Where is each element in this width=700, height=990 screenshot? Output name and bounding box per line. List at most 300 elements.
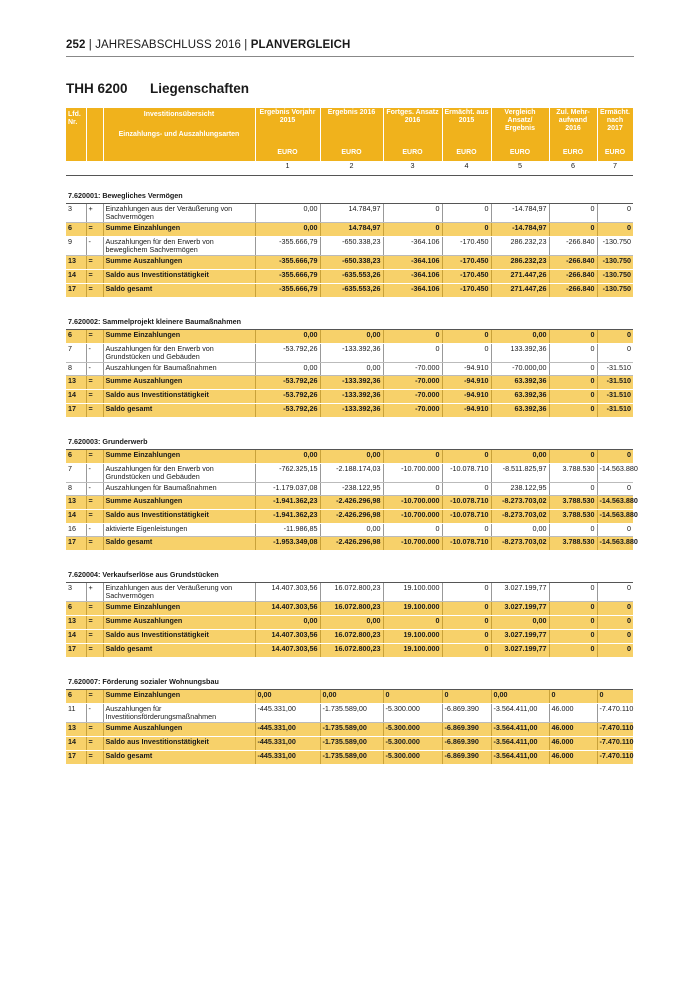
row-label: aktivierte Eigenleistungen	[103, 524, 255, 537]
value-cell-7: -14.563.880	[597, 537, 633, 551]
header-col-5: Vergleich Ansatz/ Ergebnis	[491, 108, 549, 148]
row-label: Auszahlungen für Baumaßnahmen	[103, 483, 255, 496]
row-label: Summe Einzahlungen	[103, 450, 255, 464]
row-number: 13	[66, 256, 86, 270]
value-cell-5: 3.027.199,77	[491, 644, 549, 658]
value-cell-3: -5.300.000	[383, 751, 442, 765]
value-cell-5: 286.232,23	[491, 237, 549, 256]
value-cell-5: 63.392,36	[491, 404, 549, 418]
value-cell-4: 0	[442, 223, 491, 237]
value-cell-1: -53.792,26	[255, 390, 320, 404]
value-cell-5: -3.564.411,00	[491, 737, 549, 751]
investment-table	[66, 108, 638, 765]
value-cell-7: 0	[597, 330, 633, 344]
value-cell-1: -445.331,00	[255, 723, 320, 737]
value-cell-2: -650.338,23	[320, 237, 383, 256]
row-sign: =	[86, 616, 103, 630]
value-cell-4: 0	[442, 524, 491, 537]
value-cell-6: 0	[549, 483, 597, 496]
value-cell-1: -1.941.362,23	[255, 496, 320, 510]
value-cell-1: -1.941.362,23	[255, 510, 320, 524]
row-sign: -	[86, 363, 103, 376]
value-cell-5: -8.273.703,02	[491, 510, 549, 524]
value-cell-4: -170.450	[442, 237, 491, 256]
value-cell-7: -130.750	[597, 284, 633, 298]
row-sign: =	[86, 630, 103, 644]
unit-5: EURO	[491, 148, 549, 161]
row-sign: =	[86, 284, 103, 298]
colnum-7: 7	[597, 161, 633, 176]
value-cell-2: -2.426.296,98	[320, 510, 383, 524]
row-label: Saldo gesamt	[103, 751, 255, 765]
row-number: 8	[66, 363, 86, 376]
value-cell-4: 0	[442, 204, 491, 223]
value-cell-1: -1.953.349,08	[255, 537, 320, 551]
row-label: Auszahlungen für den Erwerb von Grundstücken und Gebäuden	[103, 464, 255, 483]
value-cell-1: -762.325,15	[255, 464, 320, 483]
row-label: Saldo gesamt	[103, 644, 255, 658]
value-cell-5: 3.027.199,77	[491, 602, 549, 616]
value-cell-6: -266.840	[549, 284, 597, 298]
value-cell-7: 0	[597, 583, 633, 602]
row-number: 6	[66, 690, 86, 704]
value-cell-6: -266.840	[549, 237, 597, 256]
row-sign: -	[86, 524, 103, 537]
value-cell-5: 3.027.199,77	[491, 630, 549, 644]
colnum-4: 4	[442, 161, 491, 176]
value-cell-1: 0,00	[255, 204, 320, 223]
value-cell-5: 0,00	[491, 450, 549, 464]
value-cell-6: 0	[549, 524, 597, 537]
value-cell-1: 14.407.303,56	[255, 644, 320, 658]
table-row	[66, 363, 633, 376]
row-label: Summe Auszahlungen	[103, 256, 255, 270]
header-col-3: Fortges. Ansatz 2016	[383, 108, 442, 148]
value-cell-4: -94.910	[442, 404, 491, 418]
value-cell-2: 0,00	[320, 363, 383, 376]
value-cell-4: -94.910	[442, 390, 491, 404]
colnum-6: 6	[549, 161, 597, 176]
sum-row	[66, 537, 633, 551]
header-col-4: Ermächt. aus 2015	[442, 108, 491, 148]
value-cell-3: -70.000	[383, 404, 442, 418]
value-cell-6: 3.788.530	[549, 496, 597, 510]
value-cell-6: -266.840	[549, 270, 597, 284]
table-row	[66, 704, 633, 723]
value-cell-5: 271.447,26	[491, 270, 549, 284]
value-cell-3: 19.100.000	[383, 602, 442, 616]
sum-row	[66, 330, 633, 344]
row-number: 14	[66, 270, 86, 284]
value-cell-3: -10.700.000	[383, 464, 442, 483]
value-cell-2: -1.735.589,00	[320, 723, 383, 737]
value-cell-1: -1.179.037,08	[255, 483, 320, 496]
value-cell-1: 0,00	[255, 616, 320, 630]
row-label: Summe Einzahlungen	[103, 602, 255, 616]
value-cell-7: -31.510	[597, 404, 633, 418]
value-cell-4: 0	[442, 344, 491, 363]
value-cell-7: 0	[597, 450, 633, 464]
value-cell-2: 14.784,97	[320, 204, 383, 223]
value-cell-4: 0	[442, 483, 491, 496]
value-cell-7: 0	[597, 616, 633, 630]
sum-row	[66, 510, 633, 524]
row-sign: =	[86, 390, 103, 404]
value-cell-2: -2.426.296,98	[320, 496, 383, 510]
row-sign: =	[86, 496, 103, 510]
value-cell-1: 14.407.303,56	[255, 630, 320, 644]
unit-7: EURO	[597, 148, 633, 161]
title-code: THH 6200	[66, 81, 128, 96]
value-cell-2: -133.392,36	[320, 344, 383, 363]
section-title: 7.620007: Förderung sozialer Wohnungsbau	[66, 674, 633, 690]
value-cell-6: 0	[549, 330, 597, 344]
value-cell-5: 0,00	[491, 616, 549, 630]
value-cell-4: -170.450	[442, 284, 491, 298]
row-number: 17	[66, 751, 86, 765]
running-head-doc: JAHRESABSCHLUSS 2016	[95, 39, 241, 51]
value-cell-1: 0,00	[255, 690, 320, 704]
colnum-3: 3	[383, 161, 442, 176]
value-cell-3: 0	[383, 690, 442, 704]
row-label: Einzahlungen aus der Veräußerung von Sachvermögen	[103, 583, 255, 602]
row-label: Saldo aus Investitionstätigkeit	[103, 510, 255, 524]
row-label: Saldo gesamt	[103, 404, 255, 418]
value-cell-7: 0	[597, 204, 633, 223]
value-cell-1: 14.407.303,56	[255, 583, 320, 602]
table-row	[66, 483, 633, 496]
header-lfd: Lfd. Nr.	[66, 108, 86, 148]
value-cell-6: 46.000	[549, 723, 597, 737]
value-cell-7: -14.563.880	[597, 510, 633, 524]
row-number: 9	[66, 237, 86, 256]
header-overview: Investitionsübersicht	[143, 111, 215, 118]
row-label: Auszahlungen für den Erwerb von Grundstücken und Gebäuden	[103, 344, 255, 363]
header-row	[66, 108, 633, 148]
row-number: 13	[66, 616, 86, 630]
colnum-2: 2	[320, 161, 383, 176]
value-cell-7: -31.510	[597, 390, 633, 404]
value-cell-6: 0	[549, 644, 597, 658]
value-cell-1: -355.666,79	[255, 237, 320, 256]
value-cell-5: 63.392,36	[491, 390, 549, 404]
value-cell-3: 0	[383, 616, 442, 630]
sum-row	[66, 404, 633, 418]
value-cell-2: -1.735.589,00	[320, 704, 383, 723]
value-cell-6: 0	[549, 344, 597, 363]
sum-row	[66, 376, 633, 390]
row-number: 7	[66, 464, 86, 483]
value-cell-3: 0	[383, 450, 442, 464]
running-head-section: PLANVERGLEICH	[250, 39, 351, 51]
row-sign: =	[86, 510, 103, 524]
row-label: Summe Einzahlungen	[103, 330, 255, 344]
section-title-row	[66, 188, 633, 204]
row-number: 17	[66, 284, 86, 298]
value-cell-5: 63.392,36	[491, 376, 549, 390]
gap-cell	[66, 298, 633, 315]
value-cell-4: 0	[442, 602, 491, 616]
row-number: 6	[66, 330, 86, 344]
unit-blank-2	[86, 148, 103, 161]
value-cell-4: -10.078.710	[442, 496, 491, 510]
value-cell-2: -635.553,26	[320, 284, 383, 298]
value-cell-6: 3.788.530	[549, 537, 597, 551]
value-cell-1: -445.331,00	[255, 737, 320, 751]
value-cell-5: 0,00	[491, 330, 549, 344]
row-number: 14	[66, 390, 86, 404]
row-sign: =	[86, 602, 103, 616]
row-sign: =	[86, 404, 103, 418]
title-name: Liegenschaften	[150, 81, 250, 96]
value-cell-6: 0	[549, 404, 597, 418]
sum-row	[66, 284, 633, 298]
value-cell-3: -70.000	[383, 376, 442, 390]
row-number: 17	[66, 644, 86, 658]
value-cell-5: 133.392,36	[491, 344, 549, 363]
value-cell-7: -130.750	[597, 237, 633, 256]
value-cell-2: -2.426.296,98	[320, 537, 383, 551]
value-cell-2: -133.392,36	[320, 376, 383, 390]
value-cell-2: -1.735.589,00	[320, 737, 383, 751]
value-cell-4: -94.910	[442, 363, 491, 376]
section-gap	[66, 418, 633, 435]
sum-row	[66, 630, 633, 644]
running-head-sep2: |	[241, 39, 251, 51]
row-sign: =	[86, 376, 103, 390]
value-cell-3: 0	[383, 204, 442, 223]
table-row	[66, 464, 633, 483]
sum-row	[66, 450, 633, 464]
row-number: 17	[66, 537, 86, 551]
value-cell-7: 0	[597, 630, 633, 644]
value-cell-3: 0	[383, 344, 442, 363]
value-cell-3: 0	[383, 223, 442, 237]
gap-cell	[66, 418, 633, 435]
section-title-row	[66, 434, 633, 450]
header-kinds: Einzahlungs- und Auszahlungsarten	[118, 131, 240, 138]
value-cell-3: -364.106	[383, 284, 442, 298]
value-cell-4: -10.078.710	[442, 464, 491, 483]
table-row	[66, 237, 633, 256]
value-cell-7: 0	[597, 602, 633, 616]
row-number: 13	[66, 723, 86, 737]
section-gap	[66, 658, 633, 675]
value-cell-6: 0	[549, 390, 597, 404]
row-label: Auszahlungen für Baumaßnahmen	[103, 363, 255, 376]
row-label: Saldo aus Investitionstätigkeit	[103, 390, 255, 404]
section-title: 7.620002: Sammelprojekt kleinere Baumaßnahmen	[66, 314, 633, 330]
row-number: 8	[66, 483, 86, 496]
value-cell-2: -635.553,26	[320, 270, 383, 284]
value-cell-7: 0	[597, 690, 633, 704]
sum-row	[66, 602, 633, 616]
value-cell-1: 0,00	[255, 223, 320, 237]
row-number: 3	[66, 583, 86, 602]
row-label: Summe Auszahlungen	[103, 496, 255, 510]
value-cell-5: 0,00	[491, 524, 549, 537]
sum-row	[66, 496, 633, 510]
row-sign: -	[86, 704, 103, 723]
value-cell-6: -266.840	[549, 256, 597, 270]
row-number: 11	[66, 704, 86, 723]
sum-row	[66, 737, 633, 751]
row-sign: =	[86, 737, 103, 751]
table-row	[66, 583, 633, 602]
value-cell-2: 0,00	[320, 524, 383, 537]
value-cell-7: -7.470.110	[597, 737, 633, 751]
column-number-row	[66, 161, 633, 176]
colnum-blank-3	[103, 161, 255, 176]
row-label: Saldo aus Investitionstätigkeit	[103, 270, 255, 284]
gap-cell	[66, 176, 633, 189]
value-cell-1: -11.986,85	[255, 524, 320, 537]
value-cell-5: -8.273.703,02	[491, 496, 549, 510]
row-label: Auszahlungen für Investitionsförderungsmaßnahmen	[103, 704, 255, 723]
value-cell-4: 0	[442, 644, 491, 658]
sum-row	[66, 390, 633, 404]
value-cell-4: 0	[442, 690, 491, 704]
value-cell-7: -7.470.110	[597, 723, 633, 737]
value-cell-2: -238.122,95	[320, 483, 383, 496]
value-cell-6: 3.788.530	[549, 464, 597, 483]
value-cell-6: 0	[549, 602, 597, 616]
value-cell-2: -1.735.589,00	[320, 751, 383, 765]
value-cell-6: 46.000	[549, 751, 597, 765]
value-cell-3: -364.106	[383, 270, 442, 284]
sum-row	[66, 270, 633, 284]
row-sign: -	[86, 483, 103, 496]
row-sign: =	[86, 723, 103, 737]
value-cell-6: 0	[549, 583, 597, 602]
value-cell-1: -53.792,26	[255, 404, 320, 418]
value-cell-5: -3.564.411,00	[491, 751, 549, 765]
header-col-2: Ergebnis 2016	[320, 108, 383, 148]
section-title: 7.620001: Bewegliches Vermögen	[66, 188, 633, 204]
value-cell-3: 0	[383, 330, 442, 344]
row-number: 14	[66, 630, 86, 644]
value-cell-7: -31.510	[597, 376, 633, 390]
row-number: 6	[66, 450, 86, 464]
header-overview-cell	[103, 108, 255, 148]
table-row	[66, 204, 633, 223]
table-body	[66, 108, 638, 765]
section-gap	[66, 176, 633, 189]
value-cell-1: -53.792,26	[255, 344, 320, 363]
value-cell-7: 0	[597, 223, 633, 237]
section-title-row	[66, 567, 633, 583]
unit-3: EURO	[383, 148, 442, 161]
value-cell-5: -3.564.411,00	[491, 723, 549, 737]
row-label: Summe Auszahlungen	[103, 376, 255, 390]
value-cell-2: 16.072.800,23	[320, 644, 383, 658]
sum-row	[66, 723, 633, 737]
page-number: 252	[66, 39, 86, 51]
value-cell-5: -3.564.411,00	[491, 704, 549, 723]
row-label: Auszahlungen für den Erwerb von beweglichem Sachvermögen	[103, 237, 255, 256]
value-cell-6: 0	[549, 376, 597, 390]
value-cell-5: -14.784,97	[491, 204, 549, 223]
page-title	[66, 81, 250, 96]
value-cell-1: -355.666,79	[255, 284, 320, 298]
row-label: Saldo aus Investitionstätigkeit	[103, 630, 255, 644]
header-col-6: Zul. Mehr- aufwand 2016	[549, 108, 597, 148]
value-cell-4: -10.078.710	[442, 537, 491, 551]
value-cell-2: 14.784,97	[320, 223, 383, 237]
row-number: 13	[66, 496, 86, 510]
sum-row	[66, 751, 633, 765]
value-cell-3: -5.300.000	[383, 723, 442, 737]
value-cell-6: 0	[549, 204, 597, 223]
value-cell-2: -133.392,36	[320, 404, 383, 418]
value-cell-1: 0,00	[255, 363, 320, 376]
running-head	[66, 39, 350, 51]
row-label: Saldo aus Investitionstätigkeit	[103, 737, 255, 751]
unit-blank-1	[66, 148, 86, 161]
row-sign: =	[86, 330, 103, 344]
value-cell-3: -10.700.000	[383, 510, 442, 524]
value-cell-2: 16.072.800,23	[320, 630, 383, 644]
value-cell-3: -70.000	[383, 363, 442, 376]
value-cell-5: -8.273.703,02	[491, 537, 549, 551]
value-cell-2: 16.072.800,23	[320, 583, 383, 602]
value-cell-2: 0,00	[320, 690, 383, 704]
section-title: 7.620004: Verkaufserlöse aus Grundstücken	[66, 567, 633, 583]
row-sign: =	[86, 537, 103, 551]
row-label: Summe Einzahlungen	[103, 690, 255, 704]
value-cell-3: -10.700.000	[383, 496, 442, 510]
value-cell-7: 0	[597, 524, 633, 537]
header-sign	[86, 108, 103, 148]
value-cell-4: 0	[442, 330, 491, 344]
value-cell-7: -31.510	[597, 363, 633, 376]
value-cell-7: -14.563.880	[597, 464, 633, 483]
sum-row	[66, 256, 633, 270]
value-cell-5: 238.122,95	[491, 483, 549, 496]
value-cell-2: -2.188.174,03	[320, 464, 383, 483]
header-col-7: Ermächt. nach 2017	[597, 108, 633, 148]
row-number: 6	[66, 223, 86, 237]
section-gap	[66, 551, 633, 568]
gap-cell	[66, 658, 633, 675]
value-cell-3: -10.700.000	[383, 537, 442, 551]
row-number: 6	[66, 602, 86, 616]
value-cell-1: -445.331,00	[255, 751, 320, 765]
value-cell-1: -355.666,79	[255, 270, 320, 284]
sum-row	[66, 223, 633, 237]
value-cell-4: -6.869.390	[442, 751, 491, 765]
value-cell-5: 3.027.199,77	[491, 583, 549, 602]
unit-2: EURO	[320, 148, 383, 161]
row-number: 7	[66, 344, 86, 363]
value-cell-7: 0	[597, 644, 633, 658]
value-cell-4: -6.869.390	[442, 737, 491, 751]
value-cell-7: -130.750	[597, 270, 633, 284]
value-cell-3: -364.106	[383, 256, 442, 270]
unit-6: EURO	[549, 148, 597, 161]
section-gap	[66, 298, 633, 315]
value-cell-2: 0,00	[320, 616, 383, 630]
row-label: Summe Auszahlungen	[103, 723, 255, 737]
running-head-sep: |	[85, 39, 96, 51]
value-cell-5: -8.511.825,97	[491, 464, 549, 483]
sum-row	[66, 616, 633, 630]
table-row	[66, 524, 633, 537]
value-cell-2: 0,00	[320, 450, 383, 464]
value-cell-6: 0	[549, 223, 597, 237]
value-cell-1: 14.407.303,56	[255, 602, 320, 616]
row-sign: =	[86, 751, 103, 765]
